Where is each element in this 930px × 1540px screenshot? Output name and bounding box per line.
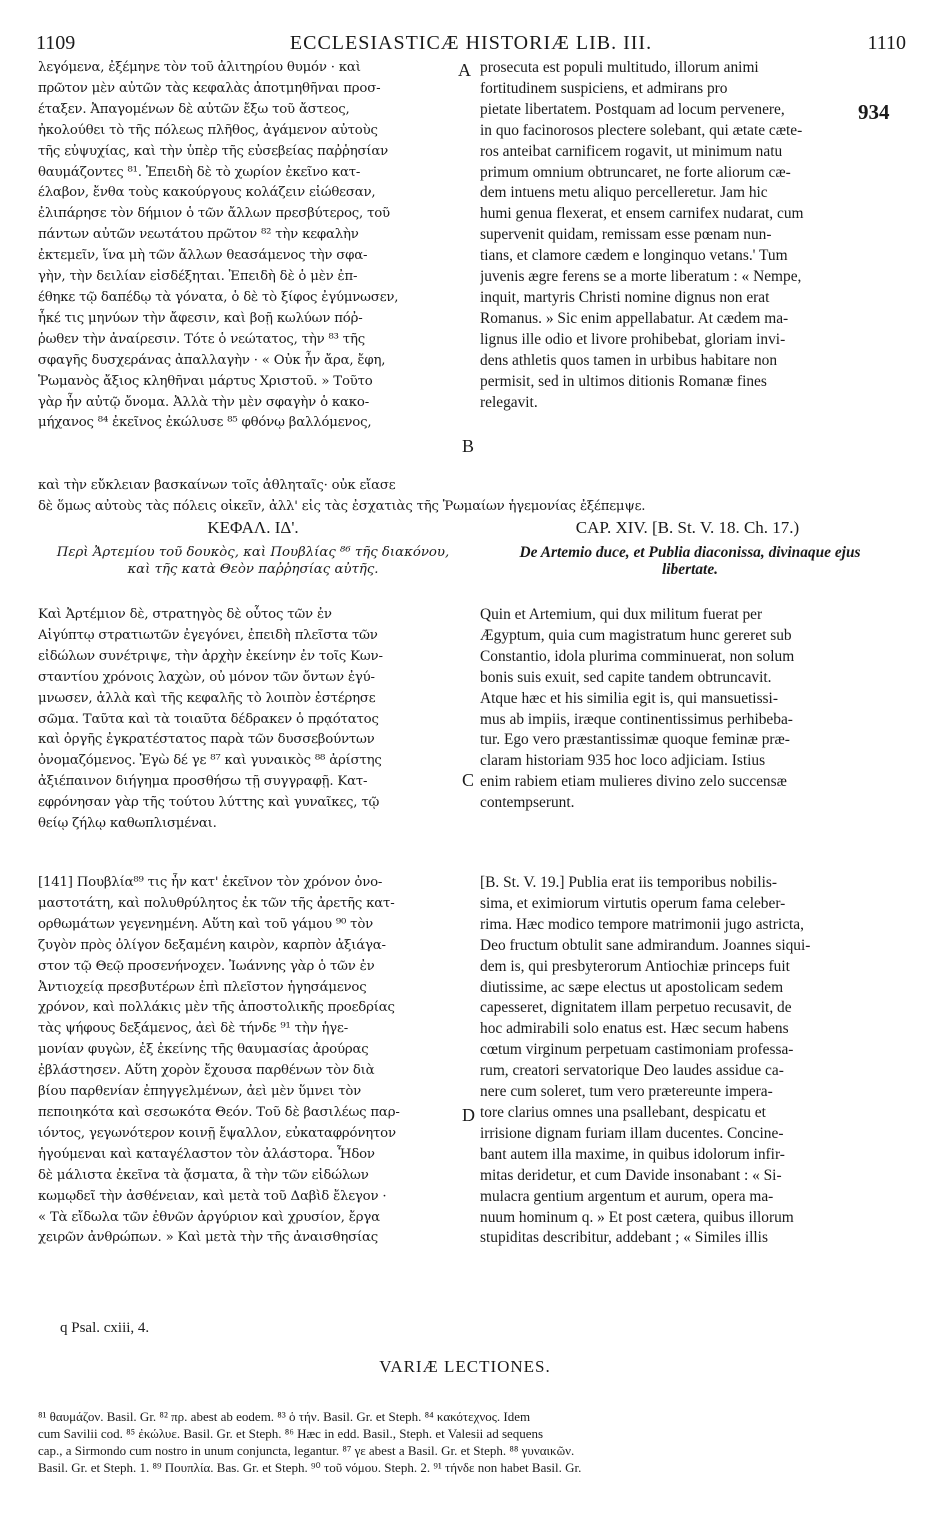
text-line: hoc admirabili solo enatus est. Hæc secum habens (480, 1020, 789, 1038)
text-line: έταξεν. Ἀπαγομένων δὲ αὐτῶν ἔξω τοῦ ἄστεος, (38, 101, 350, 117)
page-column-marker: 934 (858, 100, 890, 124)
text-line: ros anteibat carnificem rogavit, ut minimum natu (480, 142, 783, 160)
text-line: tur. Ego vero præstantissimæ quoque feminæ præ- (480, 731, 790, 749)
text-line: σῶμα. Ταῦτα καὶ τὰ τοιαῦτα δέδρακεν ὁ πρᾳότατος (38, 711, 379, 727)
text-line: δὲ μάλιστα ἐκεῖνα τὰ ᾄσματα, ἃ τὴν τῶν εἰδώλων (38, 1167, 369, 1183)
text-line: πεποιηκότα καὶ σεσωκότα Θεόν. Τοῦ δὲ βασιλέως παρ- (38, 1104, 400, 1120)
chapter-title-latin: CAP. XIV. [B. St. V. 18. Ch. 17.) (575, 518, 800, 537)
text-line: Αἰγύπτῳ στρατιωτῶν ἐγεγόνει, ἐπειδὴ πλεῖστα τῶν (38, 627, 378, 643)
text-line: fortitudinem suspiciens, et admirans pro (480, 79, 728, 97)
text-line: in quo facinorosos plectere solebant, qui ætate cæte- (480, 121, 803, 139)
text-line: cœtum virginum perpetuam castimoniam professa- (480, 1041, 794, 1059)
text-line: diutissime, ac sæpe electus ut apostolicam sedem (480, 978, 784, 996)
text-line: Ἀντιοχείᾳ πρεσβυτέρων ἐπὶ πλεῖστον ἡγησάμενος (38, 979, 367, 995)
text-line: inquit, martyris Christi nomine dignus non erat (480, 288, 770, 306)
text-line: τῆς εὐψυχίας, καὶ τὴν ὑπὲρ τῆς εὐσεβείας παῤῥησίαν (38, 143, 389, 159)
text-line: mitas deridetur, et cum Davide insonabant : « Si- (480, 1166, 782, 1184)
text-line: σταντίου χρόνοις λαχὼν, οὐ μόνον τῶν ὄντων ἐγύ- (38, 669, 375, 685)
text-line: μνωσεν, ἀλλὰ καὶ τῆς κεφαλῆς τὸ λοιπὸν ἐστέρησε (38, 690, 376, 706)
text-line: στον τῷ Θεῷ προσενήνοχεν. Ἰωάννης γὰρ ὁ τῶν ἐν (38, 958, 375, 974)
text-line: τὰς ψήφους δεξάμενος, ἀεὶ δὲ τήνδε ⁹¹ τὴν ἡγε- (38, 1021, 349, 1037)
text-line: ῥωθεν τὴν ἀναίρεσιν. Τότε ὁ νεώτατος, τὴν ⁸³ τῆς (38, 331, 365, 347)
text-line: σφαγῆς δυσχεράνας ἀπαλλαγὴν · « Οὐκ ἦν ἄρα, ἔφη, (38, 352, 386, 368)
text-line: claram historiam 935 hoc loco adjiciam. Istius (480, 752, 766, 770)
text-line: ἧκέ τις μηνύων τὴν ἄφεσιν, καὶ βοῇ κωλύων πόῤ- (38, 310, 363, 326)
text-line: rima. Hæc modico tempore matrimonii jugo astricta, (480, 915, 804, 933)
text-line: μήχανος ⁸⁴ ἐκεῖνος ἐκώλυσε ⁸⁵ φθόνῳ βαλλόμενος, (38, 415, 372, 431)
text-line: Constantio, idola plurima comminuerat, non solum (480, 647, 795, 665)
latin-column-top (480, 58, 895, 413)
text-line: χειρῶν ἀνθρώπων. » Καὶ μετὰ τὴν τῆς ἀναισθησίας (38, 1230, 379, 1246)
text-line: έλαβον, ἔνθα τοὺς κακούργους κολάζειν εἰώθεσαν, (38, 185, 376, 201)
publia-latin-text (480, 873, 895, 1249)
left-column-number: 1109 (36, 32, 76, 54)
text-line: καὶ τὴν εὔκλειαν βασκαίνων τοῖς ἀθληταῖς· οὐκ εἴασε (38, 478, 396, 493)
text-line: Atque hæc et his similia egit is, qui mansuetissi- (480, 689, 778, 707)
text-line: tians, et clamore cædem e longinquo vetans.' Tum (480, 247, 788, 265)
artemius-greek-text (38, 605, 468, 835)
text-line: ἐβλάστησεν. Αὕτη χορὸν ἔχουσα παρθένων τὸν διὰ (38, 1063, 375, 1079)
text-line: supervenit quidam, remissam esse pœnam nun- (480, 226, 772, 244)
text-line: « Τὰ εἴδωλα τῶν ἐθνῶν ἀργύριον καὶ χρυσίον, ἔργα (38, 1209, 380, 1225)
text-line: sima, et eximiorum virtutis operum fama celeber- (480, 894, 786, 912)
text-line: γὴν, τὴν δειλίαν εἰσδέξηται. Ἐπειδὴ δὲ ὁ μὲν ἐπ- (38, 269, 358, 285)
text-line: capesseret, dignitatem illam perpetuo recusavit, de (480, 999, 792, 1017)
text-line: βίου παρθενίαν ἐπηγγελμένων, ἀεὶ μὲν ὕμνει τὸν (38, 1084, 362, 1100)
variae-lectiones-heading: VARIÆ LECTIONES. (379, 1357, 551, 1376)
text-line: ἡγούμεναι καὶ καταγέλαστον τὸν ἀλάστορα. Ἦδον (38, 1146, 375, 1162)
text-line: λεγόμενα, ἐξέμηνε τὸν τοῦ ἀλιτηρίου θυμόν · καὶ (38, 60, 361, 75)
chapter-subtitle-latin: De Artemio duce, et Publia diaconissa, divinaque ejus libertate. (519, 544, 861, 578)
text-line: ζυγὸν πρὸς ὀλίγον δεξαμένη καιρὸν, καρπὸν ἀξιάγα- (38, 937, 386, 953)
text-line: dem is, qui presbyterorum Antiochiæ princeps fuit (480, 957, 790, 975)
text-line: κωμῳδεῖ τὴν ἀσθένειαν, καὶ μετὰ τοῦ Δαβὶδ ἔλεγον · (38, 1188, 387, 1204)
artemius-latin-text (480, 605, 895, 814)
text-line: humi genua flexerat, et ensem carnifex nudarat, cum (480, 205, 804, 223)
running-title: ECCLESIASTICÆ HISTORIÆ LIB. III. (289, 32, 653, 54)
chapter-title-greek: ΚΕΦΑΛ. ΙΔ'. (207, 518, 299, 537)
scripture-footnote: q Psal. cxiii, 4. (60, 1320, 150, 1336)
text-line: γὰρ ἦν αὐτῷ ὄνομα. Ἀλλὰ τὴν μὲν σφαγὴν ὁ κακο- (38, 394, 370, 410)
margin-letter-c: C (462, 770, 475, 790)
text-line: ἐκτεμεῖν, ἵνα μὴ τῶν ἄλλων θεασάμενος τὴν σφα- (38, 248, 368, 264)
note-line: cap., a Sirmondo cum nostro in unum conjuncta, legantur. ⁸⁷ γε abest a Basil. Gr. et Steph. ⁸⁸ γυναικῶν. (38, 1443, 575, 1458)
right-column-number: 1110 (867, 32, 906, 54)
text-line: nere cum soleret, tum vero prætereunte impera- (480, 1083, 773, 1101)
text-line: bonis suis exuit, sed capite tandem obtruncavit. (480, 668, 772, 686)
text-line: pietate libertatem. Postquam ad locum pervenere, (480, 100, 785, 118)
text-line: Ægyptum, quia cum magistratum hunc gereret sub (480, 626, 792, 644)
text-line: ιόντος, γεγωνότερον κοινῇ ἔψαλλον, εὐκαταφρόνητον (38, 1125, 396, 1141)
text-line: θαυμάζοντες ⁸¹. Ἐπειδὴ δὲ τὸ χωρίον ἐκεῖνο κατ- (38, 164, 361, 180)
text-line: contempserunt. (480, 794, 575, 812)
text-line: [141] Πουβλία⁸⁹ τις ἦν κατ' ἐκεῖνον τὸν χρόνον ὀνο- (38, 875, 383, 890)
margin-letter-b: B (462, 436, 475, 456)
text-line: έθηκε τῷ δαπέδῳ τὰ γόνατα, ὁ δὲ τὸ ξίφος ἐγύμνωσεν, (38, 289, 399, 305)
text-line: dem intuens metu aliquo percelleretur. Jam hic (480, 184, 768, 202)
note-line: cum Savilii cod. ⁸⁵ ἐκώλυε. Basil. Gr. et Steph. ⁸⁶ Hæc in edd. Basil., Steph. et Valesii ad sequens (38, 1426, 544, 1441)
text-line: enim rabiem etiam mulieres divino zelo succensæ (480, 773, 787, 791)
text-line: ἀξιέπαινον διήγημα προσθήσω τῇ συγγραφῇ. Κατ- (38, 774, 368, 790)
chapter-subtitle-greek: Περὶ Ἀρτεμίου τοῦ δουκὸς, καὶ Πουβλίας ⁸⁶ τῆς διακόνου, καὶ τῆς κατὰ Θεὸν παῤῥησίας αὐτῆς. (56, 545, 450, 577)
text-line: tore clarius omnes una psallebant, despicatu et (480, 1103, 766, 1121)
text-line: primum omnium obtruncaret, ne forte aliorum cæ- (480, 163, 791, 181)
running-header (36, 32, 906, 58)
text-line: bant autem illa maxime, in quibus idolorum infir- (480, 1145, 785, 1163)
text-line: θείῳ ζήλῳ καθωπλισμέναι. (38, 816, 217, 832)
text-line: relegavit. (480, 393, 538, 411)
text-line: Καὶ Ἀρτέμιον δὲ, στρατηγὸς δὲ οὗτος τῶν ἐν (38, 607, 332, 622)
text-line: χρόνον, καὶ πολλάκις μὲν τῆς ἀποστολικῆς προεδρίας (38, 1000, 395, 1016)
text-line: dens athletis quos tamen in urbibus habitare non (480, 351, 778, 369)
text-line: ὀνομαζόμενος. Ἐγὼ δέ γε ⁸⁷ καὶ γυναικὸς ⁸⁸ ἀρίστης (38, 753, 382, 769)
text-line: πρῶτον μὲν αὐτῶν τὰς κεφαλὰς ἀποτμηθῆναι προσ- (38, 80, 381, 96)
text-line: lignus ille odio et livore prohibebat, gloriam invi- (480, 330, 786, 348)
text-line: stupiditas describitur, addebant ; « Similes illis (480, 1229, 768, 1247)
text-line: permisit, sed in ultimos ditionis Romanæ fines (480, 372, 767, 390)
text-line: μαστοτάτη, καὶ πολυθρύλητος ἐκ τῶν τῆς ἀρετῆς κατ- (38, 895, 395, 911)
spanning-greek-lines (38, 476, 898, 518)
text-line: mus ab impiis, iræque continentissimus perhibeba- (480, 710, 793, 728)
text-line: irrisione dignam furiam illam ducentes. Concine- (480, 1124, 784, 1142)
margin-letter-a: A (458, 60, 471, 80)
text-line: Deo fructum obtulit sane admirandum. Joannes siqui- (480, 936, 811, 954)
text-line: ορθωμάτων γεγενημένη. Αὕτη καὶ τοῦ γάμου ⁹⁰ τὸν (38, 916, 374, 932)
publia-greek-text (38, 873, 468, 1249)
text-line: ἠκολούθει τὸ τῆς πόλεως πλῆθος, ἀγάμενον αὐτοὺς (38, 122, 378, 138)
text-line: πάντων αὐτῶν νεωτάτου πρῶτον ⁸² τὴν κεφαλὴν (38, 227, 359, 243)
text-line: ἐλιπάρησε τὸν δήμιον ὁ τῶν ἄλλων πρεσβύτερος, τοῦ (38, 206, 390, 222)
note-line: ⁸¹ θαυμάζον. Basil. Gr. ⁸² πρ. abest ab eodem. ⁸³ ὁ τήν. Basil. Gr. et Steph. ⁸⁴ κακότεχνος. Idem (38, 1409, 531, 1424)
greek-column-top (38, 58, 468, 434)
text-line: mulacra gentium argentum et aurum, opera ma- (480, 1187, 774, 1205)
text-line: μονίαν φυγὼν, ἐξ ἐκείνης τῆς θαυμασίας ἀρούρας (38, 1042, 369, 1058)
text-line: prosecuta est populi multitudo, illorum animi (480, 59, 759, 76)
variae-lectiones-notes (38, 1408, 898, 1476)
text-line: δὲ ὅμως αὐτοὺς τὰς πόλεις οἰκεῖν, ἀλλ' εἰς τὰς ἐσχατιὰς τῆς Ῥωμαίων ἡγεμονίας ἐξέπεμψε. (38, 498, 646, 514)
text-line: εφρόνησαν γὰρ τῆς τούτου λύττης καὶ γυναῖκες, τῷ (38, 795, 380, 811)
text-line: Quin et Artemium, qui dux militum fuerat per (480, 606, 763, 623)
text-line: rum, creatori servatorique Deo laudes assidue ca- (480, 1062, 784, 1080)
text-line: εἰδώλων συνέτριψε, τὴν ἀρχὴν ἐκείνην ἐν τοῖς Κων- (38, 648, 383, 664)
note-line: Basil. Gr. et Steph. 1. ⁸⁹ Πουπλία. Bas. Gr. et Steph. ⁹⁰ τοῦ νόμου. Steph. 2. ⁹¹ τήνδε non habet Basil. Gr. (38, 1460, 582, 1475)
text-line: Ῥωμανὸς ἄξιος κληθῆναι μάρτυς Χριστοῦ. » Τοῦτο (38, 373, 373, 389)
text-line: juvenis ægre ferens se a morte liberatum : « Nempe, (480, 268, 802, 286)
text-line: [B. St. V. 19.] Publia erat iis temporibus nobilis- (480, 874, 777, 891)
text-line: nuum hominum q. » Et post cætera, quibus illorum (480, 1208, 794, 1226)
text-line: Romanus. » Sic enim appellabatur. At cædem ma- (480, 309, 789, 327)
margin-letter-d: D (462, 1105, 475, 1125)
text-line: καὶ ὀργῆς ἐγκρατέστατος παρὰ τῶν δυσσεβούντων (38, 732, 375, 748)
